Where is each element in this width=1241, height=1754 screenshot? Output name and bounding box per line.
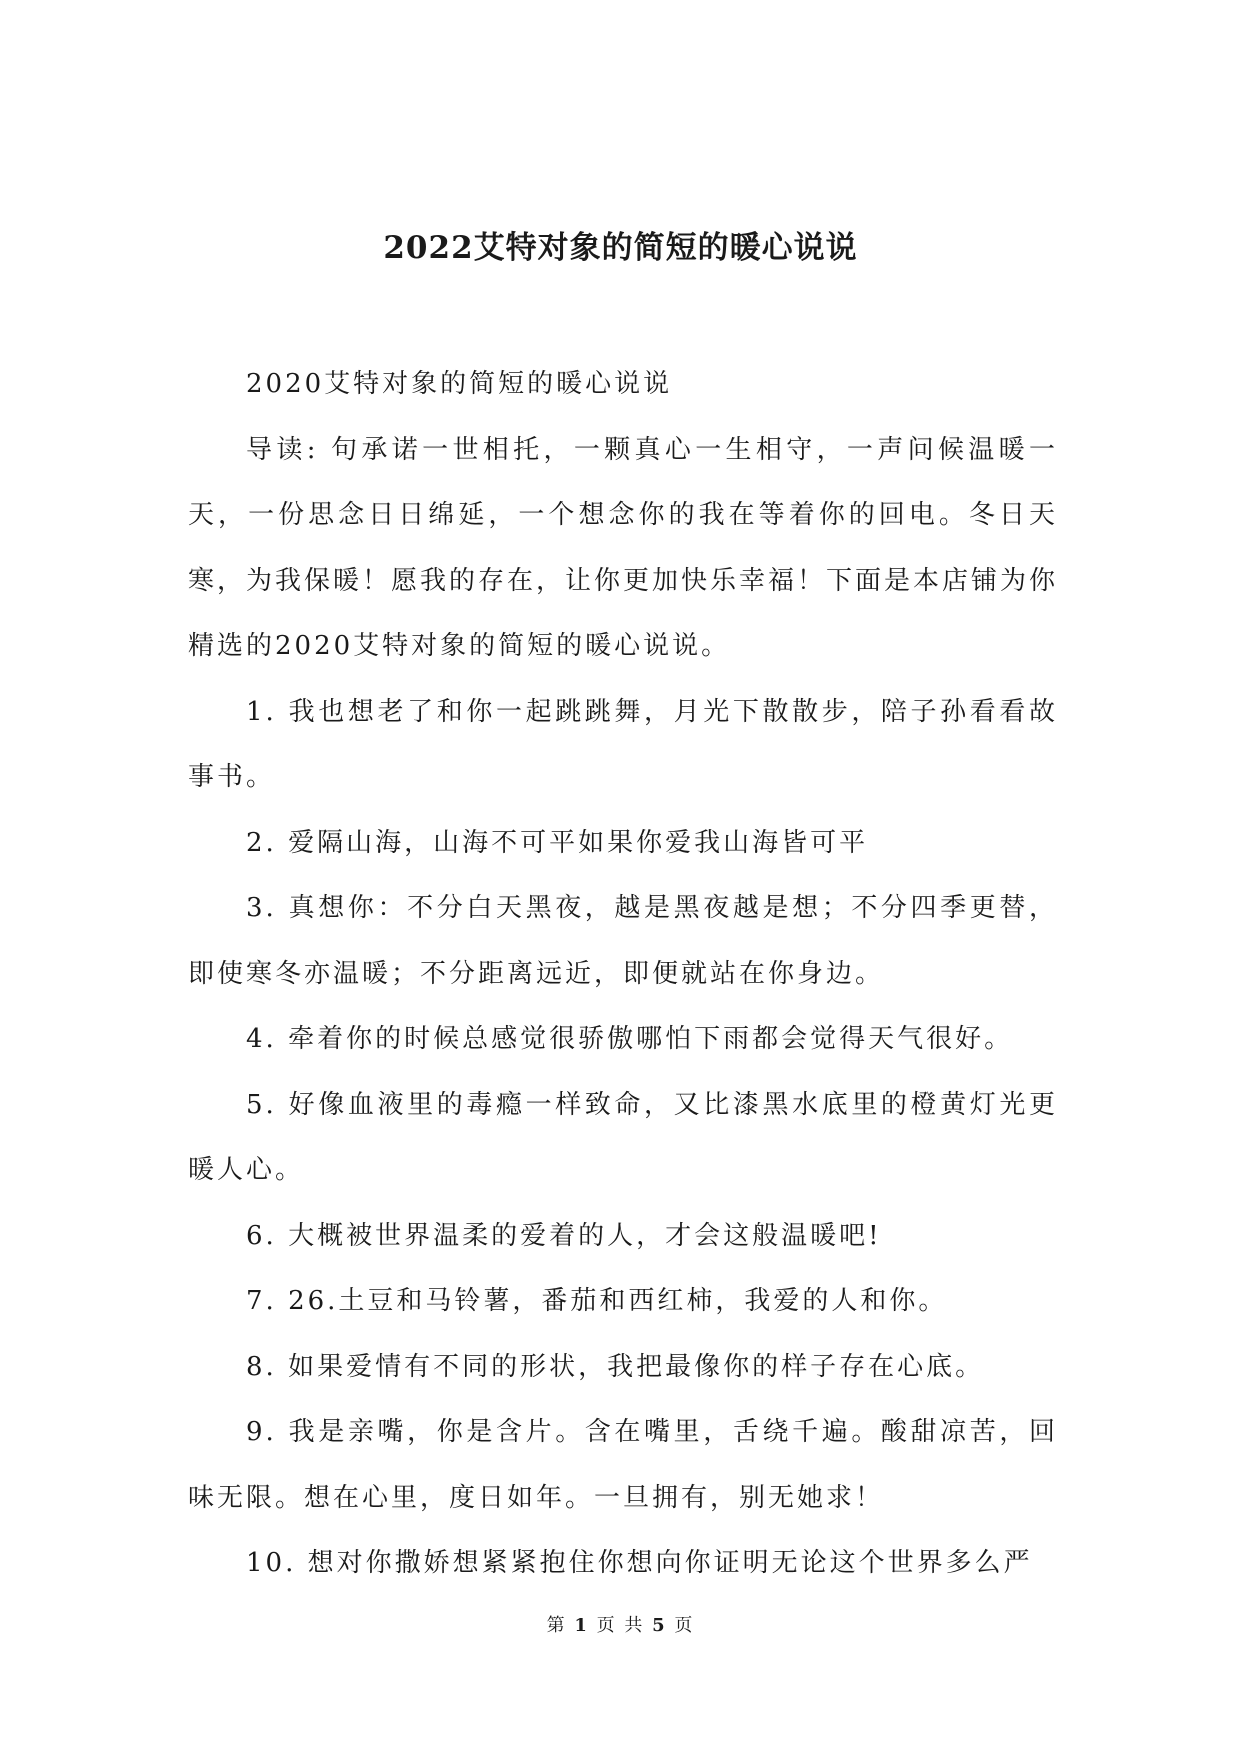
list-item: 4. 牵着你的时候总感觉很骄傲哪怕下雨都会觉得天气很好。	[246, 1024, 1014, 1054]
list-item: 7. 26.土豆和马铃薯，番茄和西红柿，我爱的人和你。	[246, 1286, 948, 1316]
footer-middle: 页 共	[596, 1615, 645, 1636]
list-item: 2. 爱隔山海，山海不可平如果你爱我山海皆可平	[246, 827, 869, 858]
list-item: 5. 好像血液里的毒瘾一样致命，又比漆黑水底里的橙黄灯光更暖人心。	[188, 1089, 1058, 1185]
document-body	[188, 352, 1058, 1597]
paragraph-subtitle: 2020艾特对象的简短的暖心说说	[246, 369, 673, 399]
page-footer	[0, 1611, 1241, 1637]
paragraph-intro: 导读: 句承诺一世相托，一颗真心一生相守，一声问候温暖一天，一份思念日日绵延，一个想念你的我在等着你的回电。冬日天寒，为我保暖！愿我的存在，让你更加快乐幸福！下面是本店铺为你精选的2020艾特对象的简短的暖心说说。	[188, 434, 1059, 661]
list-item: 8. 如果爱情有不同的形状，我把最像你的样子存在心底。	[246, 1351, 985, 1382]
list-item: 1. 我也想老了和你一起跳跳舞，月光下散散步，陪子孙看看故事书。	[188, 696, 1058, 792]
footer-suffix: 页	[674, 1615, 695, 1636]
footer-prefix: 第	[546, 1615, 567, 1636]
document-title: 2022艾特对象的简短的暖心说说	[383, 230, 858, 266]
list-item: 9. 我是亲嘴，你是含片。含在嘴里，舌绕千遍。酸甜凉苦，回味无限。想在心里，度日如年。一旦拥有，别无她求！	[188, 1417, 1058, 1513]
footer-page-number: 1	[574, 1615, 589, 1636]
list-item: 10. 想对你撒娇想紧紧抱住你想向你证明无论这个世界多么严	[246, 1548, 1033, 1578]
list-item: 3. 真想你：不分白天黑夜，越是黑夜越是想；不分四季更替，即使寒冬亦温暖；不分距离远近，即便就站在你身边。	[188, 893, 1058, 989]
list-item: 6. 大概被世界温柔的爱着的人，才会这般温暖吧!	[246, 1220, 882, 1251]
footer-total-pages: 5	[652, 1615, 667, 1636]
